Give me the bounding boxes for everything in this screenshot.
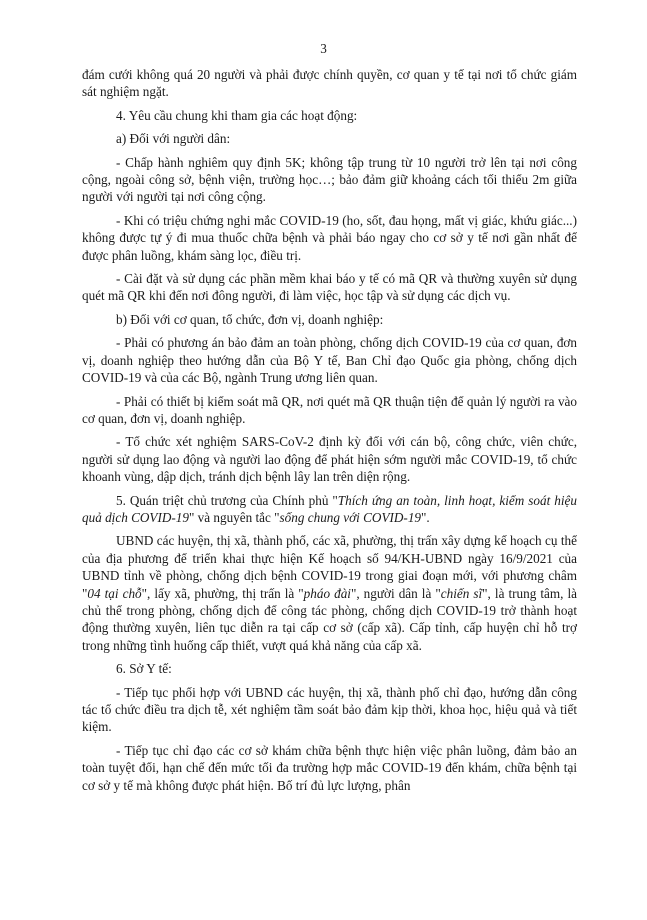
paragraph-p10 — [82, 492, 577, 527]
italic-text: chiến sĩ — [440, 585, 483, 601]
paragraph-p1 — [82, 107, 577, 124]
paragraph-p3 — [82, 154, 577, 206]
text-run: - Khi có triệu chứng nghi mắc COVID-19 (ho, sốt, đau họng, mất vị giác, khứu giác...) không được tự ý đi mua thuốc chữa bệnh và phải báo ngay cho cơ sở y tế nơi gần nhất để được phân luồng, khám sàng lọc, điều trị. — [82, 212, 577, 263]
italic-text: pháo đài — [303, 585, 351, 601]
paragraph-p9 — [82, 433, 577, 485]
text-run: UBND các huyện, thị xã, thành phố, các xã, phường, thị trấn xây dựng kế hoạch cụ thể của địa phương để triển khai thực hiện Kế hoạch số 94/KH-UBND ngày 16/9/2021 của UBND tỉnh về phòng, chống dịch bệnh COVID-19 trong giai đoạn mới, với phương châm " — [82, 533, 577, 601]
page-number: 3 — [320, 41, 327, 56]
italic-text: Thích ứng an toàn, linh hoạt, kiểm soát hiệu quả dịch COVID-19 — [82, 492, 577, 525]
text-run: - Tiếp tục chỉ đạo các cơ sở khám chữa bệnh thực hiện việc phân luồng, đảm bảo an toàn tuyệt đối, hạn chế đến mức tối đa trường hợp mắc COVID-19 đến khám, chữa bệnh tại cơ sở y tế mà không được phát hiện. Bố trí đủ lực lượng, phân — [82, 742, 577, 793]
text-run: 4. Yêu cầu chung khi tham gia các hoạt động: — [116, 107, 358, 123]
text-run: 6. Sở Y tế: — [116, 661, 172, 677]
paragraph-p12 — [82, 660, 577, 677]
text-run: - Phải có phương án bảo đảm an toàn phòng, chống dịch COVID-19 của cơ quan, đơn vị, doanh nghiệp theo hướng dẫn của Bộ Y tế, Ban Chỉ đạo Quốc gia phòng, chống dịch COVID-19 và của các Bộ, ngành Trung ương liên quan. — [82, 335, 577, 386]
text-run: - Chấp hành nghiêm quy định 5K; không tập trung từ 10 người trở lên tại nơi công cộng, ngoài công sở, bệnh viện, trường học…; bảo đảm giữ khoảng cách tối thiểu 2m giữa người với người tại nơi công cộng. — [82, 154, 577, 205]
text-run: ", lấy xã, phường, thị trấn là " — [141, 585, 304, 601]
paragraph-p8 — [82, 393, 577, 428]
text-run: " và nguyên tắc " — [188, 509, 280, 525]
paragraph-p2 — [82, 130, 577, 147]
paragraph-p4 — [82, 212, 577, 264]
paragraph-p5 — [82, 270, 577, 305]
text-run: 5. Quán triệt chủ trương của Chính phủ " — [116, 492, 338, 508]
paragraph-p7 — [82, 334, 577, 386]
italic-text: sống chung với COVID-19 — [279, 509, 422, 525]
text-run: - Phải có thiết bị kiểm soát mã QR, nơi quét mã QR thuận tiện để quản lý người ra vào cơ quan, đơn vị, doanh nghiệp. — [82, 393, 577, 426]
text-run: a) Đối với người dân: — [116, 131, 231, 147]
paragraph-p13 — [82, 684, 577, 736]
paragraph-p0 — [82, 66, 577, 101]
text-run: b) Đối với cơ quan, tổ chức, đơn vị, doanh nghiệp: — [116, 311, 384, 327]
text-run: ". — [421, 509, 430, 525]
paragraph-p14 — [82, 742, 577, 794]
text-run: đám cưới không quá 20 người và phải được chính quyền, cơ quan y tế tại nơi tổ chức giám sát nghiệm ngặt. — [82, 67, 577, 100]
paragraph-p11 — [82, 532, 577, 654]
text-run: - Cài đặt và sử dụng các phần mềm khai báo y tế có mã QR và thường xuyên sử dụng quét mã QR khi đến nơi đông người, đi làm việc, học tập và sử dụng các dịch vụ. — [82, 271, 577, 304]
paragraph-p6 — [82, 311, 577, 328]
italic-text: 04 tại chỗ — [87, 585, 142, 601]
text-run: ", người dân là " — [350, 585, 441, 601]
document-body — [82, 66, 577, 800]
text-run: - Tiếp tục phối hợp với UBND các huyện, thị xã, thành phố chỉ đạo, hướng dẫn công tác tổ chức điều tra dịch tễ, xét nghiệm tầm soát bảo đảm kịp thời, khoa học, hiệu quả và tiết kiệm. — [82, 684, 577, 735]
text-run: ", là trung tâm, là chủ thể trong phòng, chống dịch để công tác phòng, chống dịch COVID-19 trở thành hoạt động thường xuyên, liên tục diễn ra tại cấp cơ sở (cấp xã). Cấp tỉnh, cấp huyện chỉ hỗ trợ trong những tình huống cấp thiết, vượt quá khả năng của cấp xã. — [82, 585, 578, 653]
text-run: - Tổ chức xét nghiệm SARS-CoV-2 định kỳ đối với cán bộ, công chức, viên chức, người sử dụng lao động và người lao động để phát hiện sớm người mắc COVID-19, tổ chức khoanh vùng, dập dịch, tránh dịch bệnh lây lan trên diện rộng. — [82, 434, 577, 485]
